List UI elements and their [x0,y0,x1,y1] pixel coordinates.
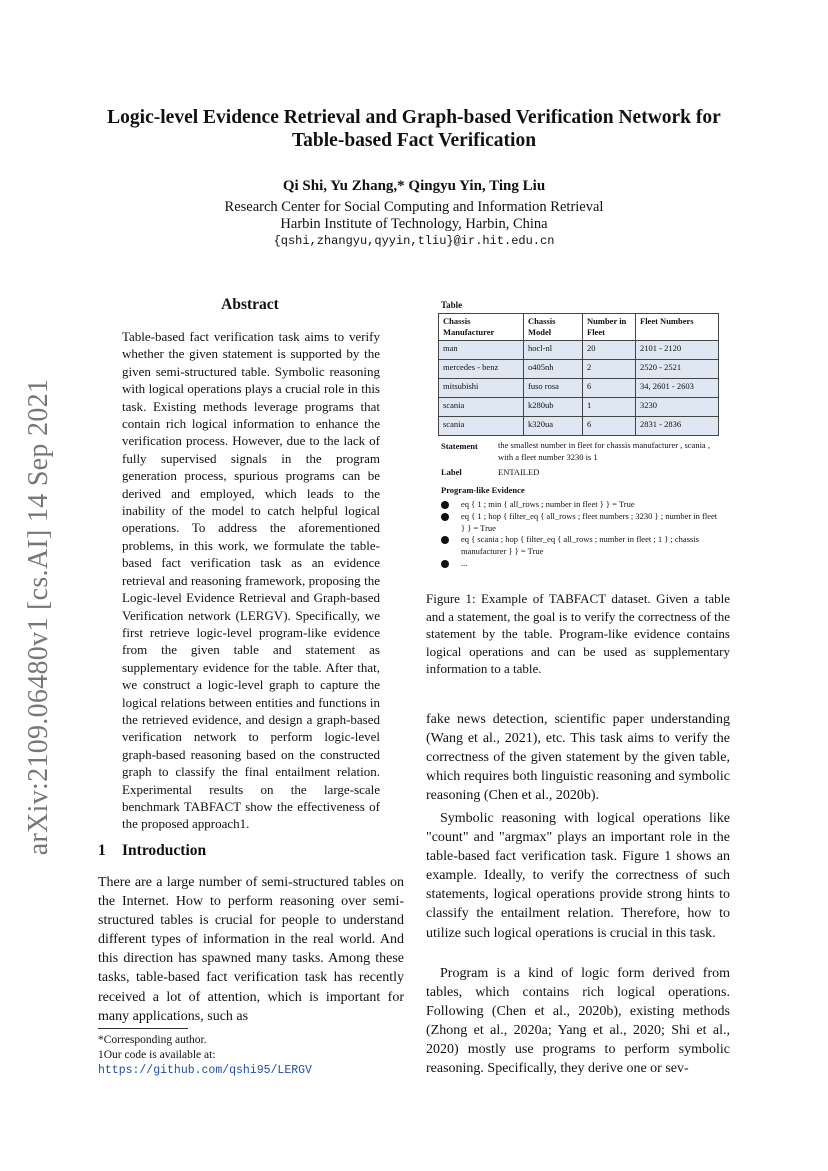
table-cell: 34, 2601 - 2603 [636,379,719,398]
table-cell: 6 [583,379,636,398]
right-paragraph-1: fake news detection, scientific paper understanding (Wang et al., 2021), etc. This task aims to verify the correctness of the given statement by the given table, which requires both linguistic reasoning and symbolic reasoning (Chen et al., 2020b). [426,712,730,804]
affiliation-line-2: Harbin Institute of Technology, Harbin, China [280,216,548,232]
table-cell: scania [439,398,524,417]
paper-title [60,106,768,152]
table-cell: k320ua [524,417,583,436]
header-cell: Chassis Model [524,314,583,341]
footnote-code-prefix: 1Our code is available at: [98,1049,216,1061]
right-paragraph-2: Symbolic reasoning with logical operations like "count" and "argmax" plays an important role in the table-based fact verification task. Figure 1 shows an example. Ideally, to verify the correctness of such statements, logical operations provide strong hints to classify the entailment relation. Therefore, how to utilize such logical operations is crucial in this task. [426,811,730,941]
table-cell: mercedes - benz [439,360,524,379]
evidence-item [441,499,721,511]
evidence-text: eq { 1 ; hop { filter_eq { all_rows ; fleet numbers ; 3230 } ; number in fleet } } = True [461,511,718,533]
abstract-text: Table-based fact verification task aims to verify whether the given statement is supported by the given semi-structured table. Symbolic reasoning with logical operations plays a crucial role in this task. Existing methods leverage programs that contain rich logical information to enhance the verification process. However, due to the lack of fully supervised signals in the program generation process, spurious programs can be derived and employed, which leads to the inability of the model to catch helpful logical operations. To address the aforementioned problems, in this work, we formulate the table-based fact verification task as an evidence retrieval and reasoning framework, proposing the Logic-level Evidence Retrieval and Graph-based Verification network (LERGV). Specifically, we first retrieve logic-level program-like evidence from the given table and statement as supplementary evidence for the table. After that, we construct a logic-level graph to capture the logical relations between entities and functions in the retrieved evidence, and design a graph-based verification network to perform logic-level graph-based reasoning based on the constructed graph to classify the final entailment relation. Experimental results on the large-scale benchmark TABFACT show the effectiveness of the proposed approach1. [122,329,380,832]
table-cell: 6 [583,417,636,436]
evidence-item [441,558,721,570]
table-cell: 2831 - 2836 [636,417,719,436]
table-cell: fuso rosa [524,379,583,398]
table-cell: man [439,341,524,360]
evidence-item [441,511,721,534]
section-heading-introduction [98,842,206,860]
table-cell: mitsubishi [439,379,524,398]
section-title: Introduction [122,842,207,859]
evidence-heading: Program-like Evidence [441,485,525,495]
table-cell: 2520 - 2521 [636,360,719,379]
table-cell: scania [439,417,524,436]
table-cell: o405nh [524,360,583,379]
evidence-text: ... [461,558,468,568]
affiliation-line-1: Research Center for Social Computing and Information Retrieval [224,199,604,215]
code-link[interactable]: https://github.com/qshi95/LERGV [98,1064,312,1077]
abstract-heading: Abstract [221,296,279,313]
author-emails: {qshi,zhangyu,qyyin,tliu}@ir.hit.edu.cn [273,234,555,248]
table-cell: 1 [583,398,636,417]
table-cell: 2101 - 2120 [636,341,719,360]
evidence-item [441,534,721,557]
footnote-corresponding: *Corresponding author. [98,1034,207,1046]
figure-table [438,313,719,436]
header-cell: Chassis Manufacturer [439,314,524,341]
table-cell: k280ub [524,398,583,417]
table-row [439,379,719,398]
table-cell: 3230 [636,398,719,417]
table-row [439,360,719,379]
section-number: 1 [98,842,106,859]
table-cell: 2 [583,360,636,379]
table-row [439,341,719,360]
header-cell: Number in Fleet [583,314,636,341]
statement-text: the smallest number in fleet for chassis manufacturer , scania , with a fleet number 3230 is 1 [498,440,710,462]
figure-caption: Figure 1: Example of TABFACT dataset. Given a table and a statement, the goal is to verify the correctness of the statement by the table. Program-like evidence contains logical operations and can be used as supplementary information to a table. [426,591,730,676]
footnote-code [98,1048,408,1078]
evidence-text: eq { 1 ; min { all_rows ; number in fleet } } = True [461,499,635,509]
table-cell: 20 [583,341,636,360]
label-value: ENTAILED [498,467,540,477]
right-paragraph-3: Program is a kind of logic form derived from tables, which contains rich logical operations. Following (Chen et al., 2020b), existing methods (Zhong et al., 2020a; Yang et al., 2020; Shi et al., 2020) mostly use programs to perform symbolic reasoning. Specifically, they derive one or sev- [426,966,730,1077]
label-label: Label [441,467,462,477]
statement-label: Statement [441,441,478,451]
table-row [439,398,719,417]
figure-table-label: Table [441,300,463,310]
title-line-2: Table-based Fact Verification [291,130,537,151]
arxiv-side-stamp: arXiv:2109.06480v1 [cs.AI] 14 Sep 2021 [23,378,54,856]
table-row [439,417,719,436]
footnote-rule [98,1028,188,1029]
intro-paragraph: There are a large number of semi-structured tables on the Internet. How to perform reasoning over semi-structured tables is crucial for people to understand different types of information in the real world. And this direction has spawned many tasks. Among these tasks, table-based fact verification task has recently received a lot of attention, which is important for many applications, such as [98,875,404,1024]
bullet-icon [441,560,449,568]
authors: Qi Shi, Yu Zhang,* Qingyu Yin, Ting Liu [282,178,546,194]
header-cell: Fleet Numbers [636,314,719,341]
bullet-icon [441,501,449,509]
figure-table-header-row [439,314,719,341]
table-cell: hocl-nl [524,341,583,360]
evidence-text: eq { scania ; hop { filter_eq { all_rows ; number in fleet ; 1 } ; chassis manufacturer } } = True [461,534,699,556]
title-line-1: Logic-level Evidence Retrieval and Graph-based Verification Network for [107,107,721,128]
bullet-icon [441,536,449,544]
bullet-icon [441,513,449,521]
